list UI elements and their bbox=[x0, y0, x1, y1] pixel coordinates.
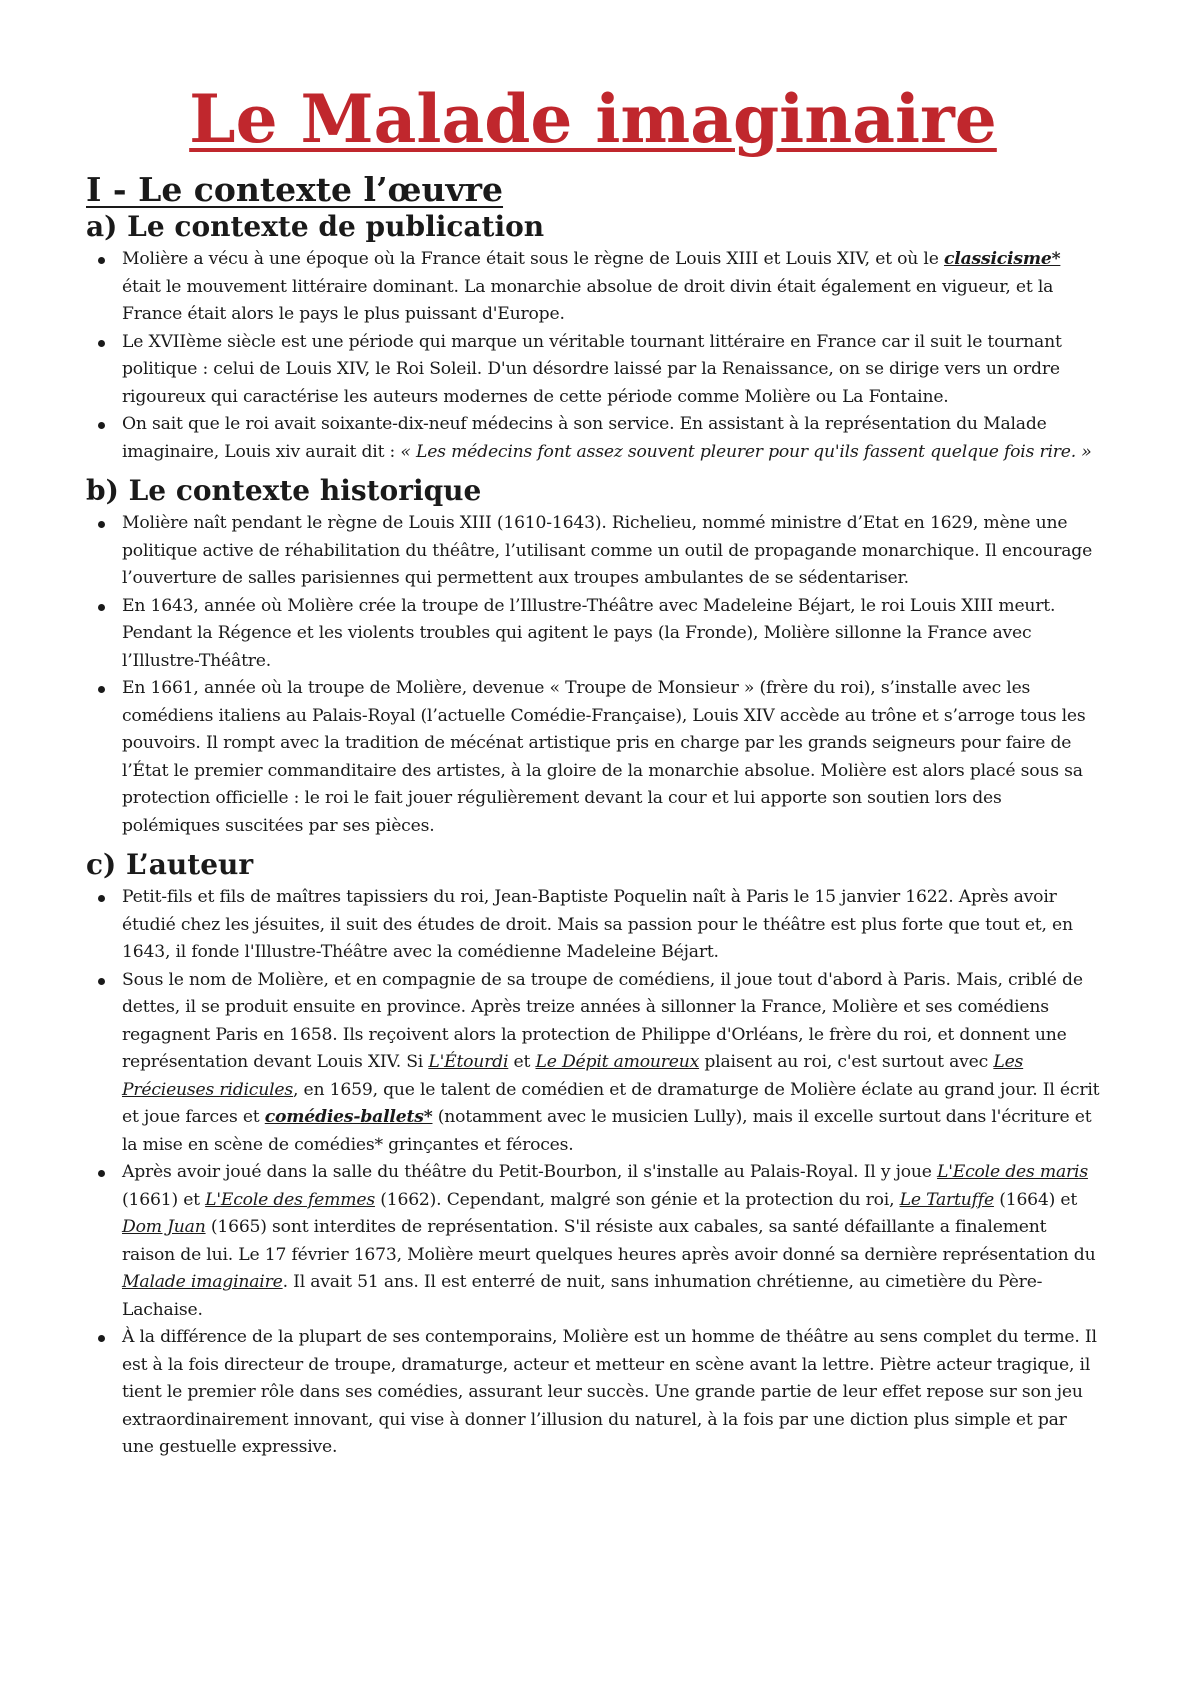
work-title: Les Précieuses ridicules bbox=[122, 1052, 1024, 1100]
section-title: a) Le contexte de publication bbox=[86, 210, 545, 243]
bullet-list bbox=[86, 510, 1100, 840]
document-title: Le Malade imaginaire bbox=[189, 80, 997, 158]
quote: « Les médecins font assez souvent pleurer pour qu'ils fassent quelque fois rire. » bbox=[400, 441, 1092, 462]
work-title: Malade imaginaire bbox=[122, 1272, 283, 1292]
work-title: L'Étourdi bbox=[428, 1052, 509, 1072]
list-item: En 1661, année où la troupe de Molière, devenue « Troupe de Monsieur » (frère du roi), s’installe avec les comédiens italiens au Palais-Royal (l’actuelle Comédie-Française), Louis XIV accède au trône et s’arroge tous les pouvoirs. Il rompt avec la tradition de mécénat artistique pris en charge par les grands seigneurs pour faire de l’État le premier commanditaire des artistes, à la gloire de la monarchie absolue. Molière est alors placé sous sa protection officielle : le roi le fait jouer régulièrement devant la cour et lui apporte son soutien lors des polémiques suscitées par ses pièces. bbox=[122, 675, 1100, 840]
section-title: c) L’auteur bbox=[86, 848, 254, 881]
section-publication bbox=[86, 210, 1100, 466]
list-item: En 1643, année où Molière crée la troupe de l’Illustre-Théâtre avec Madeleine Béjart, le roi Louis XIII meurt. Pendant la Régence et les violents troubles qui agitent le pays (la Fronde), Molière sillonne la France avec l’Illustre-Théâtre. bbox=[122, 593, 1100, 676]
list-item: Le XVIIème siècle est une période qui marque un véritable tournant littéraire en France car il suit le tournant politique : celui de Louis XIV, le Roi Soleil. D'un désordre laissé par la Renaissance, on se dirige vers un ordre rigoureux qui caractérise les auteurs modernes de cette période comme Molière ou La Fontaine. bbox=[122, 329, 1100, 412]
glossary-term: comédies-ballets* bbox=[264, 1107, 433, 1127]
work-title: Dom Juan bbox=[122, 1217, 206, 1237]
bullet-list bbox=[86, 884, 1100, 1462]
work-title: L'Ecole des maris bbox=[937, 1162, 1088, 1182]
list-item: À la différence de la plupart de ses contemporains, Molière est un homme de théâtre au sens complet du terme. Il est à la fois directeur de troupe, dramaturge, acteur et metteur en scène avant la lettre. Piètre acteur tragique, il tient le premier rôle dans ses comédies, assurant leur succès. Une grande partie de leur effet repose sur son jeu extraordinairement innovant, qui vise à donner l’illusion du naturel, à la fois par une diction plus simple et par une gestuelle expressive. bbox=[122, 1324, 1100, 1462]
list-item: Après avoir joué dans la salle du théâtre du Petit-Bourbon, il s'installe au Palais-Royal. Il y joue L'Ecole des maris (1661) et L'Ecole des femmes (1662). Cependant, malgré son génie et la protection du roi, Le Tartuffe (1664) et Dom Juan (1665) sont interdites de représentation. S'il résiste aux cabales, sa santé défaillante a finalement raison de lui. Le 17 février 1673, Molière meurt quelques heures après avoir donné sa dernière représentation du Malade imaginaire. Il avait 51 ans. Il est enterré de nuit, sans inhumation chrétienne, au cimetière du Père-Lachaise. bbox=[122, 1159, 1100, 1324]
list-item: Molière naît pendant le règne de Louis XIII (1610-1643). Richelieu, nommé ministre d’Etat en 1629, mène une politique active de réhabilitation du théâtre, l’utilisant comme un outil de propagande monarchique. Il encourage l’ouverture de salles parisiennes qui permettent aux troupes ambulantes de se sédentariser. bbox=[122, 510, 1100, 593]
section-historique bbox=[86, 474, 1100, 840]
section-title: b) Le contexte historique bbox=[86, 474, 482, 507]
work-title: Le Tartuffe bbox=[899, 1189, 994, 1210]
bullet-list bbox=[86, 246, 1100, 466]
section-auteur bbox=[86, 848, 1100, 1462]
glossary-term: classicisme* bbox=[943, 249, 1061, 269]
list-item: Petit-fils et fils de maîtres tapissiers du roi, Jean-Baptiste Poquelin naît à Paris le 15 janvier 1622. Après avoir étudié chez les jésuites, il suit des études de droit. Mais sa passion pour le théâtre est plus forte que tout et, en 1643, il fonde l'Illustre-Théâtre avec la comédienne Madeleine Béjart. bbox=[122, 884, 1100, 967]
list-item: Sous le nom de Molière, et en compagnie de sa troupe de comédiens, il joue tout d'abord à Paris. Mais, criblé de dettes, il se produit ensuite en province. Après treize années à sillonner la France, Molière et ses comédiens regagnent Paris en 1658. Ils reçoivent alors la protection de Philippe d'Orléans, le frère du roi, et donnent une représentation devant Louis XIV. Si L'Étourdi et Le Dépit amoureux plaisent au roi, c'est surtout avec Les Précieuses ridicules, en 1659, que le talent de comédien et de dramaturge de Molière éclate au grand jour. Il écrit et joue farces et comédies-ballets* (notamment avec le musicien Lully), mais il excelle surtout dans l'écriture et la mise en scène de comédies* grinçantes et féroces. bbox=[122, 967, 1100, 1160]
list-item: On sait que le roi avait soixante-dix-neuf médecins à son service. En assistant à la représentation du Malade imaginaire, Louis xiv aurait dit : « Les médecins font assez souvent pleurer pour qu'ils fassent quelque fois rire. » bbox=[122, 411, 1100, 466]
work-title: L'Ecole des femmes bbox=[205, 1189, 375, 1210]
list-item: Molière a vécu à une époque où la France était sous le règne de Louis XIII et Louis XIV, et où le classicisme* était le mouvement littéraire dominant. La monarchie absolue de droit divin était également en vigueur, et la France était alors le pays le plus puissant d'Europe. bbox=[122, 246, 1100, 329]
part-title: I - Le contexte l’œuvre bbox=[86, 170, 504, 209]
work-title: Le Dépit amoureux bbox=[535, 1052, 700, 1072]
